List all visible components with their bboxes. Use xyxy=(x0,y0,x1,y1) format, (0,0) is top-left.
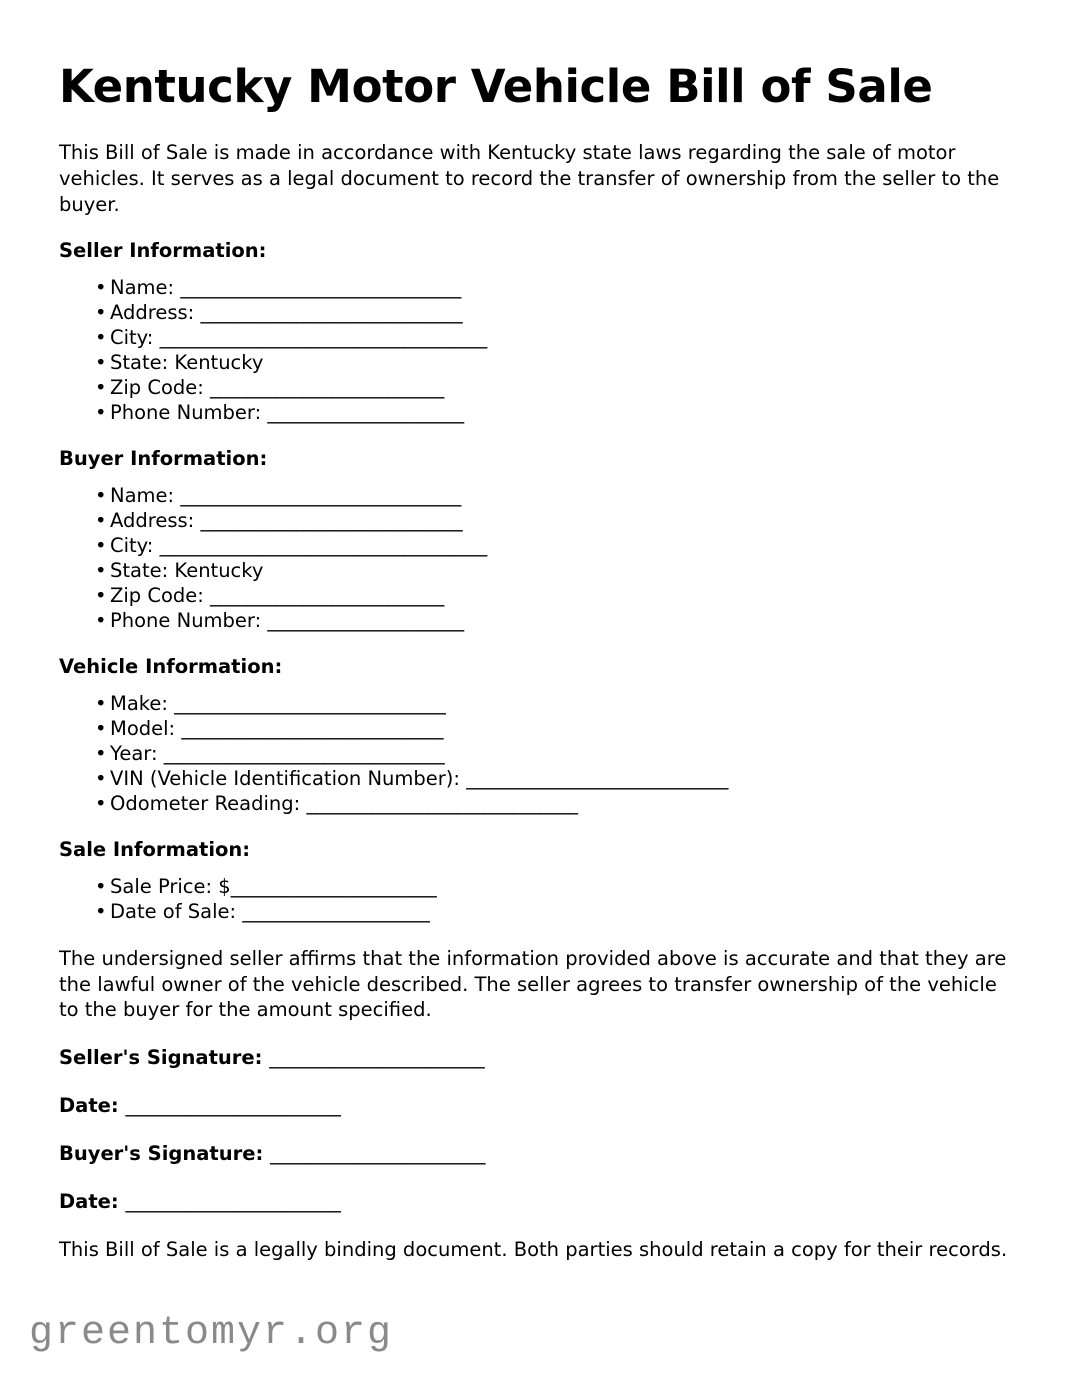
field-label: Address: xyxy=(110,301,201,325)
field-label: Name: xyxy=(110,484,181,508)
bullet-icon: • xyxy=(95,559,107,583)
bullet-icon: • xyxy=(95,875,107,899)
list-item xyxy=(59,899,1015,924)
bullet-icon: • xyxy=(95,792,107,816)
field-label: Year: xyxy=(110,742,164,766)
field-blank[interactable]: _____________________________ xyxy=(306,792,578,816)
page-title: Kentucky Motor Vehicle Bill of Sale xyxy=(59,60,933,113)
list-item xyxy=(59,533,1015,558)
site-watermark: greentomyr.org xyxy=(29,1311,394,1356)
buyer-field-list xyxy=(59,483,1015,633)
buyer-date-blank[interactable]: _______________________ xyxy=(125,1189,341,1213)
field-blank[interactable]: ____________________ xyxy=(242,900,430,924)
bullet-icon: • xyxy=(95,484,107,508)
field-blank[interactable]: ____________________________ xyxy=(200,509,463,533)
field-blank[interactable]: ____________________________ xyxy=(466,767,728,791)
field-label: State: Kentucky xyxy=(110,351,264,375)
field-label: Model: xyxy=(110,717,182,741)
list-item xyxy=(59,874,1015,899)
field-label: Zip Code: xyxy=(110,376,211,400)
list-item xyxy=(59,483,1015,508)
list-item xyxy=(59,350,1015,375)
bullet-icon: • xyxy=(95,376,107,400)
field-label: Make: xyxy=(110,692,175,716)
field-label: Sale Price: $ xyxy=(110,875,231,899)
list-item xyxy=(59,741,1015,766)
list-item xyxy=(59,508,1015,533)
list-item xyxy=(59,691,1015,716)
bullet-icon: • xyxy=(95,276,107,300)
bullet-icon: • xyxy=(95,509,107,533)
intro-paragraph: This Bill of Sale is made in accordance with Kentucky state laws regarding the sale of motor vehicles. It serves as a legal document to record the transfer of ownership from the seller to the buyer. xyxy=(59,141,1000,216)
list-item xyxy=(59,608,1015,633)
bullet-icon: • xyxy=(95,584,107,608)
list-item xyxy=(59,583,1015,608)
field-blank[interactable]: _________________________ xyxy=(210,376,444,400)
field-label: VIN (Vehicle Identification Number): xyxy=(110,767,467,791)
field-label: Address: xyxy=(110,509,201,533)
field-label: State: Kentucky xyxy=(110,559,264,583)
bullet-icon: • xyxy=(95,534,107,558)
sale-field-list xyxy=(59,874,1015,924)
buyer-section-heading: Buyer Information: xyxy=(59,447,268,471)
list-item xyxy=(59,558,1015,583)
list-item xyxy=(59,766,1015,791)
field-blank[interactable]: _____________________________ xyxy=(174,692,446,716)
bullet-icon: • xyxy=(95,692,107,716)
bullet-icon: • xyxy=(95,717,107,741)
field-blank[interactable]: ____________________________ xyxy=(200,301,463,325)
field-label: City: xyxy=(110,534,160,558)
field-label: Zip Code: xyxy=(110,584,211,608)
field-blank[interactable]: _________________________ xyxy=(210,584,444,608)
seller-signature-blank[interactable]: _______________________ xyxy=(269,1045,485,1069)
sale-section-heading: Sale Information: xyxy=(59,838,251,862)
list-item xyxy=(59,791,1015,816)
field-label: Odometer Reading: xyxy=(110,792,307,816)
field-blank[interactable]: ___________________________________ xyxy=(159,534,487,558)
field-blank[interactable]: ______________________ xyxy=(230,875,437,899)
list-item xyxy=(59,716,1015,741)
field-blank[interactable]: ___________________________________ xyxy=(159,326,487,350)
bullet-icon: • xyxy=(95,351,107,375)
bullet-icon: • xyxy=(95,900,107,924)
list-item xyxy=(59,300,1015,325)
seller-signature-row xyxy=(59,1045,1015,1070)
bullet-icon: • xyxy=(95,401,107,425)
seller-field-list xyxy=(59,275,1015,425)
field-label: City: xyxy=(110,326,160,350)
bullet-icon: • xyxy=(95,609,107,633)
field-blank[interactable]: _____________________ xyxy=(267,609,464,633)
field-label: Phone Number: xyxy=(110,401,268,425)
list-item xyxy=(59,375,1015,400)
buyer-signature-row xyxy=(59,1141,1015,1166)
field-blank[interactable]: ______________________________ xyxy=(180,276,461,300)
seller-date-row xyxy=(59,1093,1015,1118)
buyer-signature-blank[interactable]: _______________________ xyxy=(270,1141,486,1165)
buyer-date-label: Date: xyxy=(59,1189,126,1213)
affirmation-paragraph: The undersigned seller affirms that the information provided above is accurate and that they are the lawful owner of the vehicle described. The seller agrees to transfer ownership of the vehicle to the buyer for the amount specified. xyxy=(59,947,1007,1022)
seller-section-heading: Seller Information: xyxy=(59,239,267,263)
bullet-icon: • xyxy=(95,326,107,350)
list-item xyxy=(59,325,1015,350)
vehicle-section-heading: Vehicle Information: xyxy=(59,655,283,679)
field-label: Phone Number: xyxy=(110,609,268,633)
bullet-icon: • xyxy=(95,742,107,766)
field-label: Name: xyxy=(110,276,181,300)
list-item xyxy=(59,275,1015,300)
field-blank[interactable]: ______________________________ xyxy=(163,742,445,766)
bullet-icon: • xyxy=(95,301,107,325)
seller-date-blank[interactable]: _______________________ xyxy=(125,1093,341,1117)
buyer-signature-label: Buyer's Signature: xyxy=(59,1141,271,1165)
field-label: Date of Sale: xyxy=(110,900,243,924)
field-blank[interactable]: _____________________ xyxy=(267,401,464,425)
seller-date-label: Date: xyxy=(59,1093,126,1117)
field-blank[interactable]: ______________________________ xyxy=(180,484,461,508)
vehicle-field-list xyxy=(59,691,1015,816)
document-body xyxy=(59,62,1015,1263)
seller-signature-label: Seller's Signature: xyxy=(59,1045,270,1069)
closing-paragraph: This Bill of Sale is a legally binding document. Both parties should retain a copy for their records. xyxy=(59,1237,1008,1261)
bullet-icon: • xyxy=(95,767,107,791)
list-item xyxy=(59,400,1015,425)
buyer-date-row xyxy=(59,1189,1015,1214)
field-blank[interactable]: ____________________________ xyxy=(181,717,444,741)
